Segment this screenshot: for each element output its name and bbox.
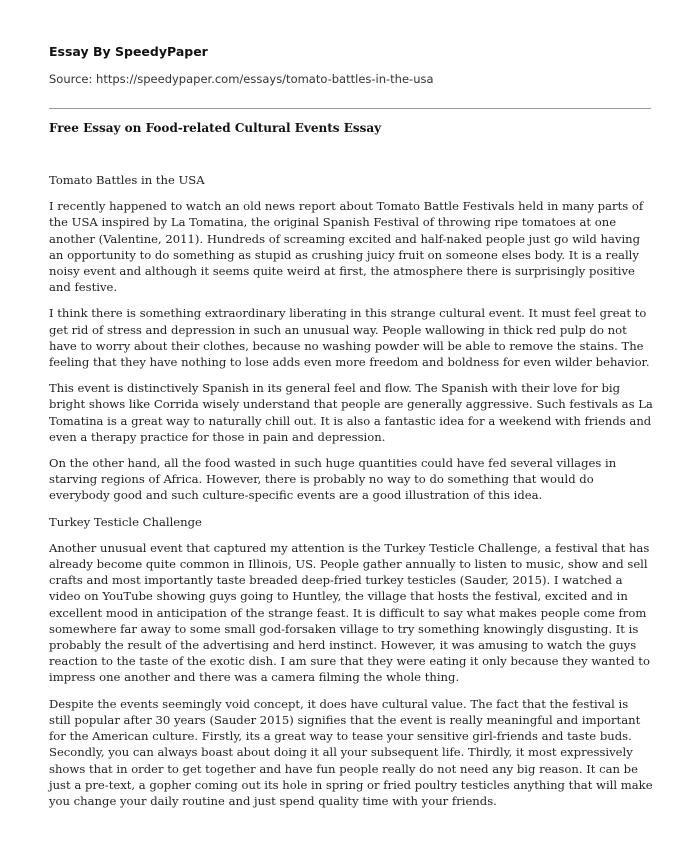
section-heading: Tomato Battles in the USA (49, 173, 205, 187)
paragraph: Despite the events seemingly void concept, it does have cultural value. The fact that the festival is still popular after 30 years (Sauder 2015) signifies that the event is really meaningful and important for the American culture. Firstly, its a great way to tease your sensitive girl-friends and taste buds. Secondly, you can always boast about doing it all your subsequent life. Thirdly, it most expressively shows that in order to get together and have fun people really do not need any big reason. It can be just a pre-text, a gopher coming out its hole in spring or fried poultry testicles anything that will make you change your daily routine and just spend quality time with your friends. (49, 696, 653, 808)
divider (49, 108, 651, 109)
source-line: Source: https://speedypaper.com/essays/tomato-battles-in-the-usa (49, 72, 434, 86)
paragraph: I think there is something extraordinary liberating in this strange cultural event. It must feel great to get rid of stress and depression in such an unusual way. People wallowing in thick red pulp do not have to worry about their clothes, because no washing powder will be able to remove the stains. The feeling that they have nothing to lose adds even more freedom and boldness for even wilder behavior. (49, 306, 650, 370)
essay-body (49, 172, 653, 819)
brand-heading: Essay By SpeedyPaper (49, 44, 208, 59)
essay-title: Free Essay on Food-related Cultural Events Essay (49, 121, 382, 135)
section-heading: Turkey Testicle Challenge (49, 514, 202, 529)
paragraph: On the other hand, all the food wasted in such huge quantities could have fed several villages in starving regions of Africa. However, there is probably no way to do something that would do everybody good and such culture-specific events are a good illustration of this idea. (49, 456, 617, 503)
paragraph: Another unusual event that captured my attention is the Turkey Testicle Challenge, a festival that has already become quite common in Illinois, US. People gather annually to listen to music, show and sell crafts and most importantly taste breaded deep-fried turkey testicles (Sauder, 2015). I watched a video on YouTube showing guys going to Huntley, the village that hosts the festival, excited and in excellent mood in anticipation of the strange feast. It is difficult to say what makes people come from somewhere far away to some small god-forsaken village to try something knowingly disgusting. It is probably the result of the advertising and herd instinct. However, it was amusing to watch the guys reaction to the taste of the exotic dish. I am sure that they were eating it only because they wanted to impress one another and there was a camera filming the whole thing. (49, 540, 650, 685)
paragraph: I recently happened to watch an old news report about Tomato Battle Festivals held in many parts of the USA inspired by La Tomatina, the original Spanish Festival of throwing ripe tomatoes at one another (Valentine, 2011). Hundreds of screaming excited and half-naked people just go wild having an opportunity to do something as stupid as crushing juicy fruit on someone elses body. It is a really noisy event and although it seems quite weird at first, the atmosphere there is surprisingly positive and festive. (49, 199, 644, 295)
paragraph: This event is distinctively Spanish in its general feel and flow. The Spanish with their love for big bright shows like Corrida wisely understand that people are generally aggressive. Such festivals as La Tomatina is a great way to naturally chill out. It is also a fantastic idea for a weekend with friends and even a therapy practice for those in pain and depression. (49, 381, 653, 444)
